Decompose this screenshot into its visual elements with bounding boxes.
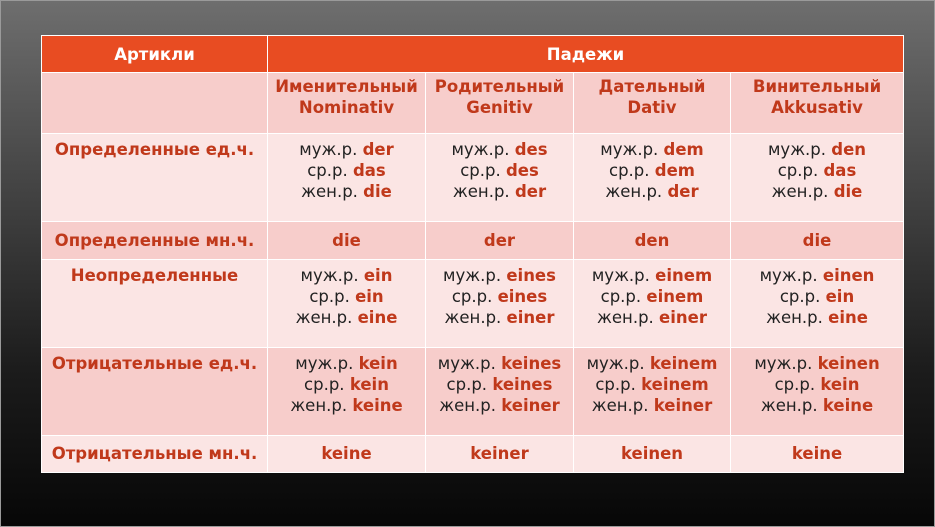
gender-article-line xyxy=(734,160,900,181)
header-articles: Артикли xyxy=(42,36,268,73)
gender-article-line xyxy=(271,395,422,416)
gender-article-line xyxy=(429,353,570,374)
article-form: dem xyxy=(663,140,704,160)
gender-label: ср.р. xyxy=(309,286,350,306)
gender-label: жен.р. xyxy=(290,395,348,415)
case-name-ru: Винительный xyxy=(752,77,882,97)
empty-corner-cell xyxy=(42,73,268,134)
gender-article-line xyxy=(577,395,727,416)
article-cell xyxy=(426,435,574,472)
row-definite-singular xyxy=(42,134,904,222)
article-cell xyxy=(731,134,904,222)
article-cell xyxy=(574,435,731,472)
gender-article-line xyxy=(577,230,727,251)
header-cases: Падежи xyxy=(268,36,904,73)
case-name-de: Akkusativ xyxy=(771,98,863,118)
gender-article-line xyxy=(271,307,422,328)
row-definite-plural xyxy=(42,222,904,259)
gender-article-line xyxy=(271,353,422,374)
gender-article-line xyxy=(734,230,900,251)
gender-label: муж.р. xyxy=(437,353,496,373)
gender-article-line xyxy=(734,139,900,160)
gender-label: ср.р. xyxy=(307,161,348,181)
articles-cases-table xyxy=(41,35,904,473)
article-form: der xyxy=(667,182,699,202)
article-cell xyxy=(574,259,731,347)
article-form: der xyxy=(514,182,547,202)
gender-label: ср.р. xyxy=(779,286,821,306)
gender-label: ср.р. xyxy=(304,374,345,394)
gender-article-line xyxy=(271,374,422,395)
article-cell xyxy=(426,347,574,435)
case-genitiv xyxy=(426,73,574,134)
row-label: Определенные ед.ч. xyxy=(42,134,268,222)
gender-article-line xyxy=(271,265,422,286)
gender-article-line xyxy=(734,443,900,464)
article-form: kein xyxy=(820,374,860,394)
article-form: keiner xyxy=(653,395,713,415)
article-cell xyxy=(574,347,731,435)
article-form: keinen xyxy=(620,444,684,464)
gender-article-line xyxy=(271,181,422,202)
gender-label: жен.р. xyxy=(591,395,649,415)
article-cell xyxy=(268,435,426,472)
row-label: Определенные мн.ч. xyxy=(42,222,268,259)
article-form: einen xyxy=(822,265,875,285)
gender-label: ср.р. xyxy=(451,286,493,306)
article-form: keinem xyxy=(641,374,709,394)
article-form: keinem xyxy=(649,353,718,373)
article-form: des xyxy=(505,161,539,181)
article-form: einem xyxy=(655,265,713,285)
gender-label: жен.р. xyxy=(301,182,358,202)
gender-label: ср.р. xyxy=(460,161,501,181)
gender-article-line xyxy=(271,443,422,464)
article-form: dem xyxy=(654,161,695,181)
gender-label: муж.р. xyxy=(767,140,827,160)
gender-article-line xyxy=(271,230,422,251)
article-form: die xyxy=(802,230,832,250)
article-form: ein xyxy=(825,286,855,306)
gender-article-line xyxy=(429,443,570,464)
article-cell xyxy=(426,259,574,347)
row-negative-plural xyxy=(42,435,904,472)
case-nominativ xyxy=(268,73,426,134)
article-form: keine xyxy=(352,395,403,415)
gender-article-line xyxy=(734,265,900,286)
row-negative-singular xyxy=(42,347,904,435)
gender-label: жен.р. xyxy=(766,307,823,327)
gender-label: жен.р. xyxy=(439,395,497,415)
article-form: ein xyxy=(355,286,384,306)
gender-label: ср.р. xyxy=(595,374,636,394)
article-cell xyxy=(731,222,904,259)
gender-article-line xyxy=(577,265,727,286)
article-form: keines xyxy=(501,353,562,373)
article-form: die xyxy=(332,230,361,250)
row-label: Неопределенные xyxy=(42,259,268,347)
article-form: eine xyxy=(828,307,868,327)
gender-article-line xyxy=(577,139,727,160)
case-names-row xyxy=(42,73,904,134)
case-name-ru: Дательный xyxy=(598,77,706,97)
gender-article-line xyxy=(271,286,422,307)
case-akkusativ xyxy=(731,73,904,134)
gender-label: муж.р. xyxy=(299,140,358,160)
gender-article-line xyxy=(271,160,422,181)
article-form: der xyxy=(483,230,516,250)
article-form: einer xyxy=(659,307,707,327)
article-cell xyxy=(426,222,574,259)
case-name-ru: Именительный xyxy=(275,77,418,97)
article-form: den xyxy=(831,140,867,160)
row-label: Отрицательные ед.ч. xyxy=(42,347,268,435)
gender-article-line xyxy=(429,160,570,181)
gender-article-line xyxy=(429,395,570,416)
article-form: das xyxy=(823,161,857,181)
article-cell xyxy=(731,435,904,472)
article-form: die xyxy=(363,182,392,202)
article-form: des xyxy=(514,140,548,160)
gender-article-line xyxy=(271,139,422,160)
gender-label: муж.р. xyxy=(300,265,359,285)
gender-label: ср.р. xyxy=(774,374,816,394)
gender-label: муж.р. xyxy=(451,140,510,160)
article-form: einem xyxy=(646,286,704,306)
gender-label: жен.р. xyxy=(597,307,654,327)
article-form: einer xyxy=(506,307,555,327)
gender-label: муж.р. xyxy=(591,265,650,285)
gender-label: жен.р. xyxy=(605,182,663,202)
gender-label: ср.р. xyxy=(446,374,488,394)
article-cell xyxy=(574,222,731,259)
gender-article-line xyxy=(734,395,900,416)
article-cell xyxy=(426,134,574,222)
article-cell xyxy=(268,222,426,259)
article-form: den xyxy=(634,230,670,250)
article-cell xyxy=(268,134,426,222)
gender-label: жен.р. xyxy=(444,307,502,327)
gender-article-line xyxy=(734,181,900,202)
case-name-de: Genitiv xyxy=(466,98,533,118)
gender-article-line xyxy=(577,160,727,181)
article-form: keiner xyxy=(501,395,560,415)
gender-article-line xyxy=(429,286,570,307)
row-label: Отрицательные мн.ч. xyxy=(42,435,268,472)
gender-article-line xyxy=(734,286,900,307)
article-cell xyxy=(268,347,426,435)
gender-label: жен.р. xyxy=(760,395,818,415)
article-cell xyxy=(731,259,904,347)
gender-article-line xyxy=(734,307,900,328)
gender-label: муж.р. xyxy=(759,265,818,285)
gender-article-line xyxy=(429,265,570,286)
gender-article-line xyxy=(429,139,570,160)
article-cell xyxy=(574,134,731,222)
article-form: das xyxy=(352,161,386,181)
gender-article-line xyxy=(734,353,900,374)
gender-article-line xyxy=(577,286,727,307)
gender-article-line xyxy=(577,443,727,464)
article-form: keinen xyxy=(817,353,880,373)
article-form: keine xyxy=(321,444,372,464)
gender-article-line xyxy=(429,230,570,251)
header-row xyxy=(42,36,904,73)
case-dativ xyxy=(574,73,731,134)
gender-label: жен.р. xyxy=(771,182,829,202)
gender-article-line xyxy=(577,353,727,374)
gender-label: жен.р. xyxy=(295,307,353,327)
article-form: eines xyxy=(497,286,548,306)
article-form: keines xyxy=(492,374,553,394)
gender-label: ср.р. xyxy=(609,161,650,181)
article-cell xyxy=(268,259,426,347)
gender-label: муж.р. xyxy=(295,353,354,373)
gender-label: жен.р. xyxy=(452,182,510,202)
gender-label: ср.р. xyxy=(777,161,819,181)
gender-label: муж.р. xyxy=(586,353,645,373)
gender-article-line xyxy=(577,374,727,395)
gender-article-line xyxy=(577,307,727,328)
gender-article-line xyxy=(429,374,570,395)
gender-article-line xyxy=(429,181,570,202)
gender-label: муж.р. xyxy=(443,265,502,285)
case-name-ru: Родительный xyxy=(434,77,565,97)
gender-label: ср.р. xyxy=(600,286,642,306)
row-indefinite xyxy=(42,259,904,347)
gender-article-line xyxy=(429,307,570,328)
article-form: keiner xyxy=(470,444,529,464)
article-form: kein xyxy=(358,353,398,373)
gender-article-line xyxy=(734,374,900,395)
article-form: der xyxy=(362,140,394,160)
article-form: die xyxy=(833,182,863,202)
article-form: kein xyxy=(349,374,389,394)
gender-article-line xyxy=(577,181,727,202)
case-name-de: Dativ xyxy=(627,98,677,118)
article-form: ein xyxy=(363,265,393,285)
article-form: eines xyxy=(506,265,556,285)
article-form: eine xyxy=(357,307,398,327)
case-name-de: Nominativ xyxy=(298,98,395,118)
article-cell xyxy=(731,347,904,435)
gender-label: муж.р. xyxy=(754,353,813,373)
article-form: keine xyxy=(822,395,874,415)
gender-label: муж.р. xyxy=(600,140,659,160)
article-form: keine xyxy=(791,444,843,464)
